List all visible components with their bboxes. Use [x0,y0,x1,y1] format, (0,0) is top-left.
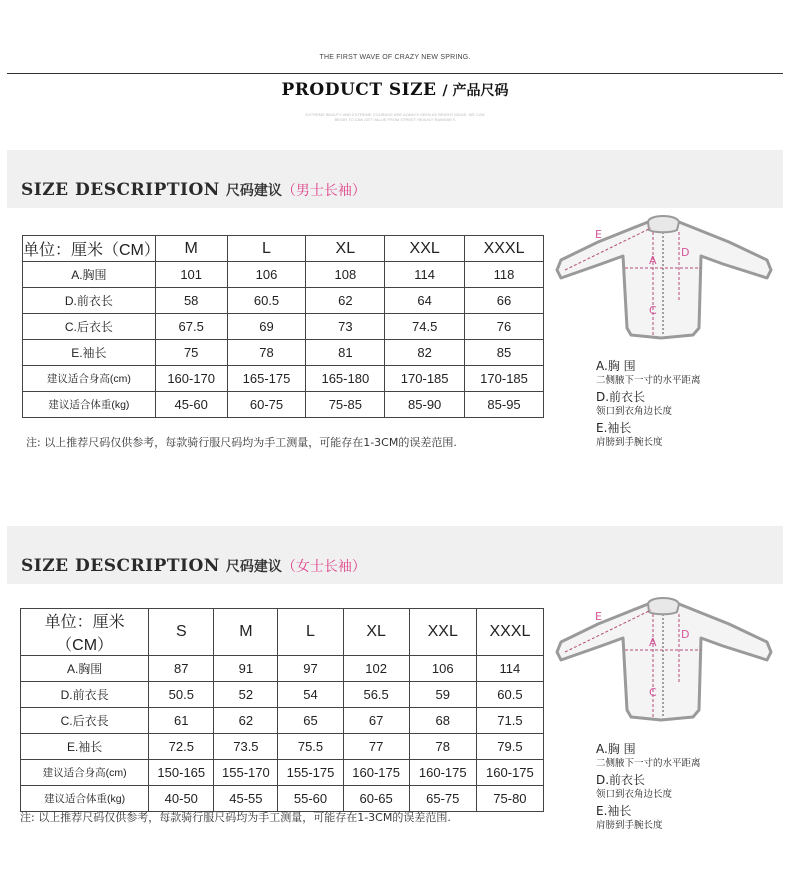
table-cell: 67.5 [155,314,227,340]
table-cell: 40-50 [149,786,214,812]
legend-title: A.胸 围 [596,742,636,756]
table-cell: 106 [227,262,306,288]
table-cell: 65-75 [409,786,476,812]
page-title-en: PRODUCT SIZE [281,80,437,100]
women-heading-tag: （女士长袖） [281,559,366,575]
women-section-heading [7,526,783,584]
legend-title: D.前衣长 [596,390,646,404]
legend-title: E.袖长 [596,421,632,435]
subline-2: BEGIN TO CAN GET VALUE FROM STREET HEAVILY RAINWAYS [334,117,456,122]
table-cell: 62 [306,288,385,314]
women-heading-en: SIZE DESCRIPTION [21,556,220,576]
table-cell: 85-90 [385,392,465,418]
legend-title: A.胸 围 [596,359,636,373]
table-cell: 59 [409,682,476,708]
table-cell: 160-175 [343,760,409,786]
table-cell: 170-185 [465,366,544,392]
row-label: 建议适合身高(cm) [21,760,149,786]
table-row [23,288,544,314]
size-header: XXXL [476,609,543,656]
legend-desc: 领口到衣角边长度 [596,789,673,800]
subline-1: EXTREME BEAUTY AND EXTREME COURAGE ARE ALWAYS SEEN AS BRIGHT IDEAS. WE CAN [305,112,485,117]
table-cell: 114 [476,656,543,682]
table-cell: 76 [465,314,544,340]
table-cell: 56.5 [343,682,409,708]
table-cell: 160-175 [409,760,476,786]
table-cell: 165-175 [227,366,306,392]
row-label: A.胸围 [21,656,149,682]
table-cell: 45-60 [155,392,227,418]
row-label: 建议适合体重(kg) [21,786,149,812]
table-row [23,392,544,418]
table-cell: 150-165 [149,760,214,786]
table-header-row [21,609,544,656]
page-title [0,80,790,100]
table-cell: 60-75 [227,392,306,418]
header-divider [7,73,783,74]
women-heading-cn: 尺码建议 [225,559,282,575]
size-header: XL [343,609,409,656]
table-cell: 108 [306,262,385,288]
size-header: M [214,609,278,656]
size-header: L [227,236,306,262]
table-cell: 72.5 [149,734,214,760]
table-row [21,682,544,708]
table-cell: 155-170 [214,760,278,786]
women-size-note: 注: 以上推荐尺码仅供参考，每款骑行服尺码均为手工测量，可能存在1-3CM的误差范围. [20,811,451,824]
table-cell: 68 [409,708,476,734]
table-cell: 71.5 [476,708,543,734]
diagram-label-e: E [595,228,602,241]
table-row [21,760,544,786]
unit-label: 单位：厘米（CM） [21,609,149,656]
diagram-label-a: A [649,636,657,649]
women-jersey-diagram [553,590,778,725]
table-cell: 60.5 [476,682,543,708]
table-cell: 91 [214,656,278,682]
table-cell: 87 [149,656,214,682]
table-cell: 75-85 [306,392,385,418]
men-size-note: 注: 以上推荐尺码仅供参考，每款骑行服尺码均为手工测量，可能存在1-3CM的误差范围. [26,436,457,449]
table-row [23,262,544,288]
table-cell: 97 [278,656,343,682]
table-row [23,366,544,392]
men-jersey-diagram [553,208,778,343]
table-cell: 106 [409,656,476,682]
size-header: M [155,236,227,262]
table-cell: 75-80 [476,786,543,812]
legend-desc: 二侧腋下一寸的水平距离 [596,375,701,386]
men-heading-en: SIZE DESCRIPTION [21,180,220,200]
women-heading-text [21,556,366,576]
table-cell: 50.5 [149,682,214,708]
row-label: D.前衣长 [23,288,156,314]
page-title-cn: / 产品尺码 [442,83,509,99]
table-cell: 75 [155,340,227,366]
size-header: S [149,609,214,656]
diagram-label-d: D [681,628,690,641]
table-cell: 118 [465,262,544,288]
table-cell: 67 [343,708,409,734]
diagram-label-c: C [649,686,657,699]
table-cell: 85 [465,340,544,366]
table-cell: 114 [385,262,465,288]
legend-title: E.袖长 [596,804,632,818]
table-cell: 73 [306,314,385,340]
legend-desc: 肩膀到手腕长度 [596,820,663,831]
diagram-label-d: D [681,246,690,259]
table-cell: 82 [385,340,465,366]
table-cell: 61 [149,708,214,734]
table-cell: 60-65 [343,786,409,812]
men-measurement-legend [596,359,701,452]
men-heading-tag: （男士长袖） [281,183,366,199]
table-cell: 62 [214,708,278,734]
table-cell: 75.5 [278,734,343,760]
row-label: A.胸围 [23,262,156,288]
table-cell: 78 [409,734,476,760]
table-cell: 77 [343,734,409,760]
table-cell: 81 [306,340,385,366]
size-header: L [278,609,343,656]
table-cell: 54 [278,682,343,708]
table-cell: 74.5 [385,314,465,340]
table-row [21,734,544,760]
table-cell: 101 [155,262,227,288]
legend-title: D.前衣长 [596,773,646,787]
table-cell: 160-175 [476,760,543,786]
table-cell: 66 [465,288,544,314]
table-cell: 78 [227,340,306,366]
table-cell: 79.5 [476,734,543,760]
table-cell: 60.5 [227,288,306,314]
tagline: THE FIRST WAVE OF CRAZY NEW SPRING. [319,54,471,61]
table-cell: 155-175 [278,760,343,786]
table-cell: 85-95 [465,392,544,418]
table-cell: 160-170 [155,366,227,392]
row-label: C.后衣長 [21,708,149,734]
size-header: XXL [385,236,465,262]
table-cell: 69 [227,314,306,340]
table-cell: 65 [278,708,343,734]
row-label: E.袖长 [23,340,156,366]
diagram-label-e: E [595,610,602,623]
women-size-table [20,608,544,812]
unit-label: 单位：厘米（CM） [23,236,156,262]
table-cell: 64 [385,288,465,314]
row-label: E.袖长 [21,734,149,760]
table-cell: 55-60 [278,786,343,812]
table-cell: 165-180 [306,366,385,392]
size-header: XXXL [465,236,544,262]
table-cell: 45-55 [214,786,278,812]
table-cell: 170-185 [385,366,465,392]
men-size-table [22,235,544,418]
table-cell: 52 [214,682,278,708]
table-header-row [23,236,544,262]
row-label: C.后衣长 [23,314,156,340]
legend-desc: 领口到衣角边长度 [596,406,673,417]
table-row [21,656,544,682]
size-header: XL [306,236,385,262]
row-label: 建议适合身高(cm) [23,366,156,392]
table-cell: 102 [343,656,409,682]
diagram-label-c: C [649,304,657,317]
row-label: D.前衣長 [21,682,149,708]
women-measurement-legend [596,742,701,835]
table-row [23,314,544,340]
men-section-heading [7,150,783,208]
table-row [21,708,544,734]
table-row [23,340,544,366]
legend-desc: 肩膀到手腕长度 [596,437,663,448]
row-label: 建议适合体重(kg) [23,392,156,418]
table-cell: 58 [155,288,227,314]
men-heading-cn: 尺码建议 [225,183,282,199]
size-header: XXL [409,609,476,656]
legend-desc: 二侧腋下一寸的水平距离 [596,758,701,769]
table-row [21,786,544,812]
table-cell: 73.5 [214,734,278,760]
men-heading-text [21,180,366,200]
diagram-label-a: A [649,254,657,267]
